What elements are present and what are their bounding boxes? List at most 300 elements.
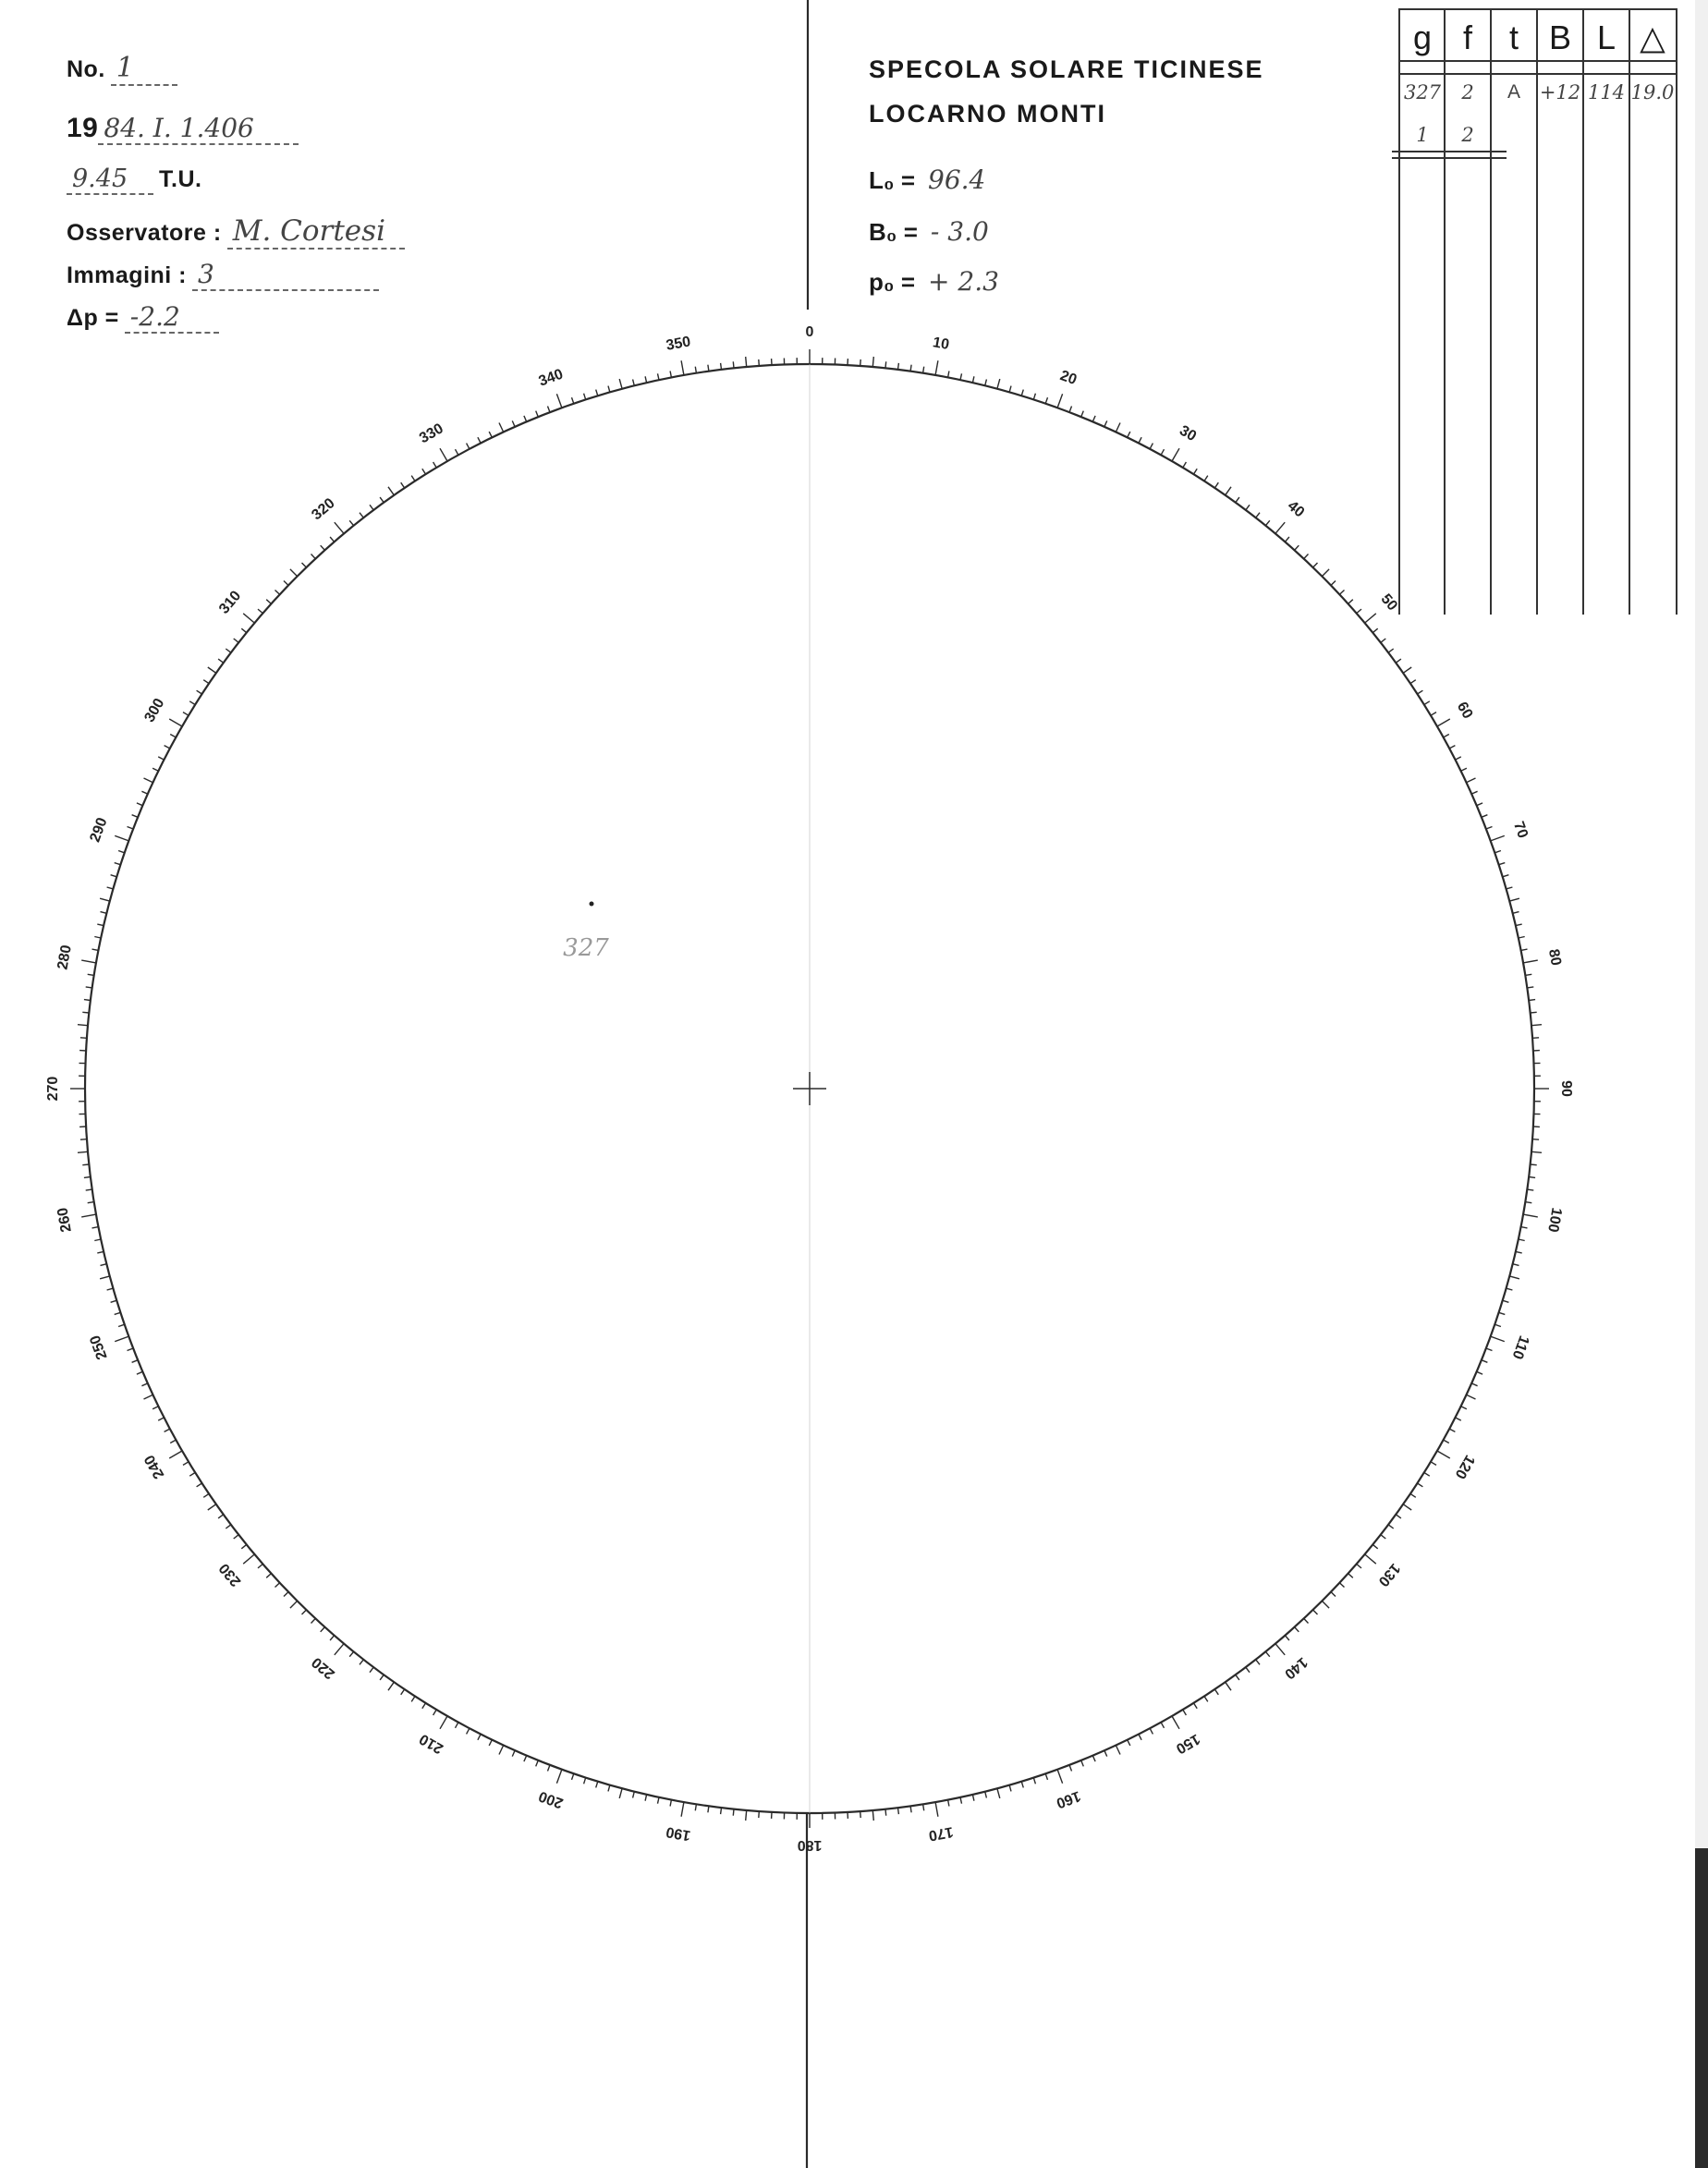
scale-label: 10 [931, 335, 951, 354]
scale-tick [137, 1371, 142, 1374]
scale-tick [1204, 1697, 1208, 1702]
b0-label: B₀ = [869, 218, 918, 246]
scale-tick [1128, 1740, 1130, 1746]
scale-tick [985, 380, 987, 386]
scale-tick [243, 614, 254, 623]
scale-tick [935, 360, 938, 375]
time-label: T.U. [159, 166, 202, 192]
scale-tick [1116, 423, 1120, 432]
scale-tick [1494, 851, 1501, 853]
scale-tick [266, 1574, 271, 1578]
scale-tick [935, 1802, 938, 1817]
scale-tick [1486, 827, 1493, 830]
table-header-0: g [1412, 18, 1433, 56]
scale-tick [335, 522, 344, 533]
scale-label: 110 [1508, 1333, 1532, 1361]
scale-tick [1246, 1667, 1250, 1673]
scale-label: 140 [1281, 1653, 1311, 1682]
scale-tick [1033, 394, 1035, 400]
scale-tick [158, 1418, 164, 1420]
scale-label: 330 [417, 420, 446, 447]
scale-tick [1410, 680, 1416, 684]
scale-tick [1491, 1336, 1505, 1342]
scale-tick [619, 1788, 622, 1798]
scale-tick [218, 1515, 224, 1518]
images-label: Immagini : [67, 262, 188, 288]
scale-label: 290 [87, 815, 111, 845]
scale-tick [456, 449, 458, 455]
scale-tick [596, 1782, 598, 1788]
scale-tick [1529, 1000, 1535, 1001]
scale-tick [1313, 1610, 1318, 1614]
scale-label: 280 [55, 944, 75, 971]
scale-tick [721, 1808, 722, 1814]
scale-tick [708, 365, 709, 371]
table-cell-r0-c4: 114 [1587, 81, 1626, 104]
time-value: 9.45 [67, 164, 153, 195]
scale-tick [633, 1792, 635, 1798]
scale-label: 200 [536, 1787, 566, 1811]
scale-tick [165, 1429, 170, 1431]
table-header-2: t [1508, 18, 1519, 56]
scale-label: 160 [1054, 1787, 1083, 1811]
scale-tick [197, 1483, 202, 1487]
scale-tick [1092, 416, 1095, 421]
scale-tick [290, 1601, 298, 1608]
scale-tick [1531, 1012, 1537, 1013]
scale-tick [1431, 1462, 1436, 1466]
scale-tick [226, 1525, 231, 1529]
scale-tick [1482, 815, 1488, 818]
scale-tick [997, 1788, 1000, 1798]
scale-tick [1009, 386, 1011, 393]
scale-tick [658, 373, 660, 380]
date-value: 84. I. 1.406 [98, 113, 299, 145]
scale-tick [86, 987, 92, 988]
p0-label: p₀ = [869, 268, 916, 296]
scale-tick [284, 581, 288, 586]
scale-tick [189, 701, 195, 705]
scale-tick [1461, 1407, 1467, 1409]
table-cell-r1-c1: 2 [1461, 124, 1474, 146]
scale-label: 120 [1451, 1452, 1478, 1481]
scale-tick [1161, 1723, 1164, 1728]
scale-tick [1057, 1770, 1063, 1784]
scale-tick [411, 1697, 415, 1702]
scale-tick [234, 1535, 239, 1539]
scale-tick [478, 437, 481, 443]
scale-tick [258, 1564, 262, 1568]
scale-tick [512, 1750, 515, 1756]
scale-tick [733, 361, 734, 368]
scale-tick [1226, 487, 1231, 495]
scale-tick [144, 1395, 153, 1399]
scale-tick [208, 1504, 216, 1510]
scale-tick [101, 912, 107, 914]
scale-tick [81, 960, 96, 963]
scale-tick [144, 778, 153, 783]
scale-label: 180 [797, 1836, 823, 1853]
scale-tick [721, 363, 722, 370]
scale-tick [1519, 937, 1525, 939]
scale-label: 20 [1057, 368, 1080, 389]
scale-tick [81, 1214, 96, 1217]
scale-tick [107, 887, 114, 889]
scale-label: 190 [665, 1823, 692, 1844]
scale-tick [1256, 1660, 1260, 1665]
scan-edge-dark [1695, 1848, 1708, 2168]
scale-tick [860, 1811, 861, 1818]
scale-tick [189, 1473, 195, 1477]
scale-tick [380, 497, 384, 503]
scale-tick [94, 937, 101, 939]
scale-tick [1104, 1750, 1107, 1756]
scale-label: 50 [1377, 591, 1401, 615]
scale-tick [695, 1804, 696, 1810]
scale-tick [1265, 1651, 1269, 1656]
scale-tick [1418, 1483, 1423, 1487]
scale-tick [335, 1644, 344, 1655]
scale-tick [132, 1360, 139, 1363]
scale-tick [1139, 1735, 1141, 1740]
scale-tick [1513, 1264, 1519, 1266]
scale-tick [1444, 735, 1449, 737]
scale-tick [1486, 1348, 1493, 1351]
scale-tick [1444, 1440, 1449, 1443]
scale-label: 40 [1284, 497, 1308, 521]
scale-tick [197, 690, 202, 694]
scale-tick [370, 1667, 373, 1673]
scale-label: 270 [45, 1076, 62, 1102]
scale-tick [1431, 713, 1436, 716]
scale-tick [1482, 1360, 1488, 1363]
scale-tick [302, 1610, 307, 1614]
scale-tick [1410, 1493, 1416, 1497]
scale-tick [78, 1025, 88, 1026]
scale-tick [960, 373, 962, 380]
scale-tick [258, 609, 262, 614]
scale-tick [1265, 520, 1269, 525]
scale-tick [478, 1735, 481, 1740]
scale-tick [467, 444, 470, 449]
scale-tick [115, 1312, 121, 1314]
scale-tick [183, 713, 189, 716]
scale-tick [284, 1592, 288, 1597]
scale-label: 170 [927, 1823, 955, 1844]
scale-tick [1322, 569, 1329, 577]
scale-tick [1331, 581, 1336, 586]
scale-tick [1236, 497, 1239, 503]
scale-tick [1381, 1535, 1386, 1539]
scale-tick [548, 407, 551, 413]
scale-tick [1194, 1703, 1198, 1709]
scale-tick [137, 803, 142, 806]
scale-tick [243, 1554, 254, 1564]
scale-label: 70 [1509, 819, 1531, 841]
scale-tick [1467, 1395, 1476, 1399]
scale-tick [584, 1778, 586, 1784]
scale-tick [1139, 437, 1141, 443]
scale-tick [433, 1710, 437, 1715]
scale-tick [321, 1627, 325, 1632]
scale-tick [100, 898, 110, 901]
scale-tick [78, 1151, 88, 1152]
scale-tick [128, 827, 134, 830]
table-header-5: △ [1640, 18, 1665, 56]
scale-tick [872, 357, 873, 367]
scale-tick [1456, 1418, 1461, 1420]
scale-tick [1357, 609, 1361, 614]
scale-tick [88, 1202, 94, 1203]
scale-tick [1527, 1189, 1533, 1190]
scale-tick [619, 379, 622, 389]
scale-tick [1365, 1554, 1376, 1564]
scale-tick [1295, 1627, 1299, 1632]
scale-tick [1525, 1202, 1531, 1203]
scale-tick [759, 1811, 760, 1818]
b0-value: - 3.0 [930, 216, 989, 247]
scale-tick [972, 1795, 974, 1801]
scale-label: 60 [1453, 699, 1476, 722]
scale-tick [1494, 1324, 1501, 1326]
scale-tick [1104, 420, 1107, 426]
scale-label: 210 [417, 1730, 446, 1757]
scale-tick [169, 1451, 182, 1458]
scale-label: 320 [309, 495, 338, 524]
scale-tick [330, 537, 335, 542]
scale-label: 30 [1177, 422, 1200, 445]
scale-tick [203, 680, 209, 684]
scale-tick [1069, 407, 1072, 413]
scale-tick [170, 1440, 176, 1443]
table-cell-r0-c2: A [1507, 81, 1520, 103]
scale-tick [948, 371, 949, 378]
scale-tick [512, 420, 515, 426]
scale-label: 150 [1173, 1730, 1202, 1757]
scale-tick [1214, 1689, 1218, 1695]
scale-tick [1531, 1164, 1537, 1165]
scale-tick [92, 1227, 99, 1228]
scale-tick [872, 1810, 873, 1821]
scale-tick [1531, 1025, 1542, 1026]
scale-label: 260 [55, 1206, 75, 1234]
scale-tick [1304, 1618, 1309, 1623]
scale-tick [910, 365, 911, 371]
institute-title: SPECOLA SOLARE TICINESE [869, 55, 1264, 83]
scale-tick [208, 667, 216, 673]
scale-tick [658, 1797, 660, 1804]
p0-value: + 2.3 [928, 266, 999, 297]
scale-tick [1339, 1583, 1344, 1588]
scale-tick [360, 1660, 363, 1665]
scale-tick [1116, 1746, 1120, 1755]
scale-tick [118, 1324, 125, 1326]
scale-tick [218, 659, 224, 663]
scale-tick [1449, 746, 1455, 749]
scale-tick [1057, 394, 1063, 408]
scale-tick [311, 1618, 316, 1623]
scale-tick [440, 448, 447, 461]
table-cell-r0-c0: 327 [1403, 81, 1442, 104]
scale-tick [898, 363, 899, 370]
scale-tick [681, 1802, 684, 1817]
scan-edge [1695, 0, 1708, 2168]
scale-tick [910, 1806, 911, 1812]
scale-tick [1531, 1151, 1542, 1152]
scale-tick [422, 1703, 426, 1709]
scale-tick [1295, 545, 1299, 550]
scale-tick [1507, 887, 1513, 889]
scale-tick [1194, 469, 1198, 474]
scale-tick [370, 505, 373, 510]
scale-tick [1069, 1765, 1072, 1772]
scale-tick [548, 1765, 551, 1772]
scale-tick [380, 1675, 384, 1680]
scale-tick [1519, 1239, 1525, 1241]
scale-label: 300 [141, 696, 168, 725]
scale-tick [1285, 1636, 1289, 1640]
scale-tick [1388, 1525, 1394, 1529]
scale-tick [1285, 537, 1289, 542]
scale-tick [1331, 1592, 1336, 1597]
scale-tick [1183, 1710, 1187, 1715]
scale-tick [1523, 1214, 1538, 1217]
scale-tick [101, 1264, 107, 1266]
scale-tick [1256, 513, 1260, 518]
scale-tick [670, 1800, 671, 1807]
scale-label: 340 [536, 366, 566, 390]
scale-label: 230 [216, 1560, 245, 1589]
scale-tick [97, 924, 104, 926]
l0-value: 96.4 [928, 164, 986, 195]
observer-value: M. Cortesi [227, 214, 405, 250]
scale-tick [1128, 432, 1130, 437]
scale-tick [1204, 476, 1208, 481]
scale-tick [1183, 462, 1187, 468]
scale-tick [165, 746, 170, 749]
scale-tick [411, 476, 415, 481]
scale-tick [1499, 863, 1506, 865]
scale-tick [97, 1251, 104, 1253]
scale-tick [456, 1723, 458, 1728]
scale-tick [1081, 411, 1084, 418]
scale-tick [80, 1038, 87, 1039]
scale-tick [302, 563, 307, 567]
dp-value: -2.2 [125, 301, 219, 334]
scale-tick [1513, 912, 1519, 914]
scale-tick [422, 469, 426, 474]
scale-tick [633, 380, 635, 386]
scale-tick [572, 1773, 574, 1780]
scale-tick [241, 1544, 246, 1548]
scale-tick [132, 815, 139, 818]
scale-tick [1357, 1564, 1361, 1568]
scale-tick [226, 649, 231, 652]
scale-tick [746, 357, 747, 367]
scale-tick [1471, 1383, 1477, 1386]
scale-tick [1372, 1544, 1377, 1548]
scale-tick [584, 394, 586, 400]
scale-tick [1491, 835, 1505, 841]
scale-tick [1418, 690, 1423, 694]
scale-tick [1424, 1473, 1430, 1477]
scale-tick [1214, 482, 1218, 488]
scale-tick [388, 487, 394, 495]
scale-tick [1009, 1785, 1011, 1792]
scale-tick [1172, 448, 1179, 461]
scale-tick [499, 1746, 504, 1755]
scale-tick [885, 1809, 886, 1816]
scale-tick [1532, 1038, 1539, 1039]
l0-label: L₀ = [869, 166, 916, 194]
scale-tick [556, 394, 562, 408]
scale-label: 130 [1374, 1560, 1403, 1589]
scale-tick [183, 1462, 189, 1466]
scale-tick [92, 949, 99, 950]
scale-tick [1499, 1312, 1506, 1314]
scale-tick [1525, 974, 1531, 975]
scale-tick [1424, 701, 1430, 705]
scale-tick [1509, 898, 1519, 901]
scale-tick [1461, 768, 1467, 771]
scale-tick [141, 791, 147, 794]
scale-tick [1471, 791, 1477, 794]
table-cell-r1-c0: 1 [1416, 124, 1429, 146]
scale-tick [1532, 1139, 1539, 1140]
scale-tick [923, 367, 924, 373]
scale-tick [898, 1808, 899, 1814]
scale-tick [572, 397, 574, 404]
scale-tick [1467, 778, 1476, 783]
table-header-4: L [1596, 18, 1616, 56]
scale-tick [266, 600, 271, 604]
scale-tick [524, 416, 527, 421]
scale-tick [275, 1583, 280, 1588]
scale-tick [1507, 1288, 1513, 1290]
scale-tick [170, 735, 176, 737]
scale-tick [997, 379, 1000, 389]
scale-tick [1503, 875, 1509, 877]
scale-tick [1437, 719, 1450, 726]
scale-tick [489, 432, 492, 437]
scale-tick [1365, 614, 1376, 623]
scale-tick [670, 371, 671, 378]
scale-tick [733, 1809, 734, 1816]
scale-tick [1403, 1504, 1411, 1510]
scale-tick [467, 1728, 470, 1734]
scale-tick [234, 639, 239, 642]
scale-tick [111, 875, 117, 877]
scale-tick [524, 1756, 527, 1761]
dp-label: Δp = [67, 305, 119, 331]
scale-label: 100 [1544, 1206, 1565, 1234]
scale-tick [141, 1383, 147, 1386]
scale-tick [1456, 757, 1461, 760]
scale-tick [84, 1000, 91, 1001]
scale-tick [759, 359, 760, 366]
scale-tick [349, 1651, 353, 1656]
scale-tick [948, 1800, 949, 1807]
scale-tick [1045, 1773, 1047, 1780]
scale-tick [681, 360, 684, 375]
scale-tick [100, 1276, 110, 1279]
scale-tick [1236, 1675, 1239, 1680]
scale-tick [1449, 1429, 1455, 1431]
table-cell-r0-c3: +12 [1539, 81, 1581, 104]
scale-tick [275, 591, 280, 595]
scale-tick [311, 554, 316, 559]
scale-tick [1527, 987, 1533, 988]
